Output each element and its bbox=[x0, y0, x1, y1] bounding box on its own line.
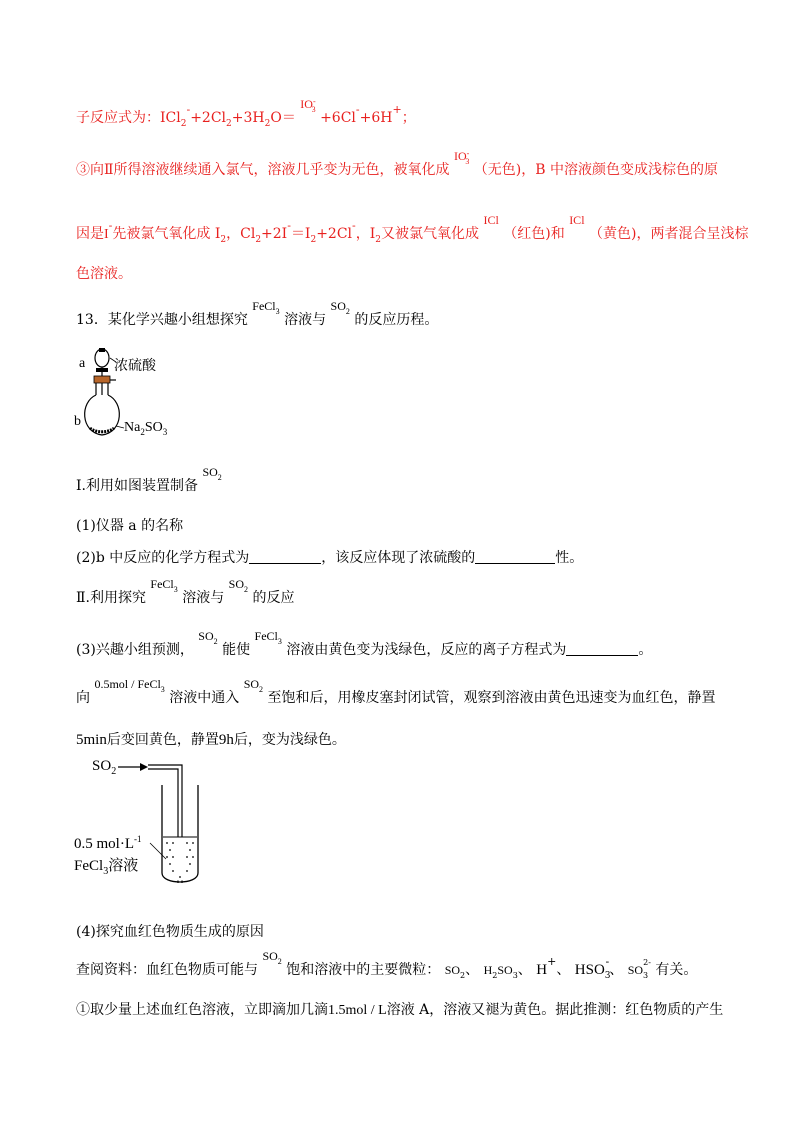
text: - bbox=[186, 103, 191, 116]
formula-so2: SO bbox=[243, 677, 260, 691]
text: 后变回黄色，静置 bbox=[106, 732, 219, 748]
text: +2I bbox=[261, 226, 288, 242]
text: SO bbox=[92, 758, 112, 774]
text: 又被氯气氧化成 bbox=[381, 226, 480, 242]
text: Ⅱ.利用探究 bbox=[76, 590, 146, 606]
formula-fecl3-conc: 0.5mol / FeCl bbox=[94, 677, 161, 691]
label-a: a bbox=[79, 356, 86, 371]
question-4 bbox=[76, 922, 264, 942]
formula-so2: SO bbox=[262, 949, 278, 963]
text: 9h bbox=[218, 732, 234, 748]
text: 因是 bbox=[76, 226, 104, 242]
text: 0.5 mol·L bbox=[74, 836, 134, 852]
text: - bbox=[355, 103, 360, 116]
text: （无色)，B 中溶液颜色变成浅棕色的原 bbox=[473, 162, 718, 178]
text: + bbox=[547, 955, 557, 968]
text: - bbox=[287, 219, 291, 232]
text: 溶液与 bbox=[284, 312, 327, 328]
text: 的反应 bbox=[252, 590, 295, 606]
text: 查阅资料：血红色物质可能与 bbox=[76, 962, 258, 978]
text: +6Cl bbox=[320, 110, 356, 126]
text: (4)探究血红色物质生成的原因 bbox=[76, 924, 264, 940]
text: (1)仪器 a 的名称 bbox=[76, 518, 184, 534]
text: 。 bbox=[638, 642, 653, 658]
text: +6H bbox=[359, 110, 393, 126]
text: ③向Ⅱ所得溶液继续通入氯气，溶液几乎变为无色，被氧化成 bbox=[76, 162, 450, 178]
answer-blank[interactable] bbox=[475, 549, 555, 564]
part-1-heading: Ⅰ.利用如图装置制备 $SO^2$ bbox=[76, 465, 222, 494]
text: 向 bbox=[76, 690, 90, 706]
formula-fecl3: FeCl bbox=[252, 299, 276, 313]
reaction-line-3: 因是I-先被氯气氧化成 $I_2$，$Cl_2+2I^-=I_2+2Cl^-$，$I_2$又被氯气氧化成 ICl （红色)和 ICl （黄色)，两者混合呈浅棕 bbox=[76, 213, 749, 245]
step-1 bbox=[76, 1000, 723, 1021]
text: 至饱和后，用橡皮塞封闭试管，观察到溶液由黄色迅速变为血红色，静置 bbox=[267, 690, 716, 706]
text: （红色)和 bbox=[503, 226, 565, 242]
text: +2Cl bbox=[190, 110, 227, 126]
formula-fecl3: FeCl bbox=[254, 629, 278, 643]
question-1 bbox=[76, 516, 183, 536]
label-concentration bbox=[74, 834, 142, 853]
text: 溶液 bbox=[108, 856, 139, 874]
text: (2)b 中反应的化学方程式为 bbox=[76, 550, 250, 566]
text: +2Cl bbox=[316, 226, 353, 242]
formula-so2: SO bbox=[198, 629, 214, 643]
formula-io3: IO bbox=[300, 97, 313, 111]
reaction-line-2: ③向Ⅱ所得溶液继续通入氯气，溶液几乎变为无色，被氧化成 $IO^{-3}$ （无色)，B 中溶液颜色变成浅棕色的原 bbox=[76, 149, 718, 178]
text: ＝I bbox=[290, 226, 311, 242]
formula-icl2: ICl bbox=[483, 213, 499, 227]
text: 色溶液。 bbox=[76, 266, 132, 282]
text: ，I bbox=[355, 226, 376, 242]
experiment-description: 向 0.5mol / FeCl$^3$ 溶液中通入 $SO^2$ 至饱和后，用橡皮塞封闭试管，观察到溶液由黄色迅速变为血红色，静置 bbox=[76, 677, 716, 706]
reaction-line-4 bbox=[76, 264, 132, 284]
text: I bbox=[104, 227, 109, 242]
text: 溶液 A，溶液又褪为黄色。据此推测：红色物质的产生 bbox=[386, 1002, 724, 1018]
text: 先被氯气氧化成 I bbox=[112, 226, 221, 242]
text: 溶液中通入 bbox=[169, 690, 240, 706]
text: 有关。 bbox=[655, 962, 698, 978]
text: +3H bbox=[231, 110, 265, 126]
formula-io3: IO bbox=[453, 149, 467, 163]
answer-blank[interactable] bbox=[249, 549, 321, 564]
text: 性。 bbox=[555, 550, 584, 566]
answer-blank[interactable] bbox=[566, 641, 638, 656]
label-b: b bbox=[74, 414, 81, 429]
label-so2-inlet: $SO_2$ bbox=[92, 758, 117, 777]
text: FeCl bbox=[74, 858, 104, 874]
label-na2so3: $Na_2SO_3$ bbox=[124, 420, 168, 437]
formula-so2: SO bbox=[444, 963, 461, 977]
text: ①取少量上述血红色溶液，立即滴加几滴 bbox=[76, 1002, 328, 1018]
formula-fecl3: FeCl bbox=[150, 577, 174, 591]
text: - bbox=[352, 219, 356, 232]
text: O＝ bbox=[270, 110, 296, 126]
text: + bbox=[392, 103, 402, 116]
label-fecl3-solution: FeCl$_3$溶液 bbox=[74, 856, 139, 877]
text: 溶液由黄色变为浅绿色，反应的离子方程式为 bbox=[286, 642, 567, 658]
question-2 bbox=[76, 548, 583, 568]
text: (3)兴趣小组预测， bbox=[76, 642, 194, 658]
formula-h-plus: H bbox=[536, 962, 548, 978]
reference-info: 查阅资料：血红色物质可能与 $SO^2$ 饱和溶液中的主要微粒： $SO_2$、 $H_2SO_3$、 H+、 $HSO_3^-$、 $SO_3^{2-}$ 有关。 bbox=[76, 949, 698, 981]
text: 饱和溶液中的主要微粒： bbox=[286, 962, 441, 978]
formula-so2: SO bbox=[202, 465, 218, 479]
text: Ⅰ.利用如图装置制备 bbox=[76, 478, 198, 494]
formula-concentration: 1.5mol / L bbox=[328, 1003, 387, 1018]
text: ，该反应体现了浓硫酸的 bbox=[321, 550, 476, 566]
text: 子反应式为：ICl bbox=[76, 110, 181, 126]
text: 5min bbox=[76, 732, 107, 748]
text: 能使 bbox=[222, 642, 251, 658]
question-3: (3)兴趣小组预测， $SO^2$ 能使 FeCl$^3$ 溶液由黄色变为浅绿色，反应的离子方程式为 。 bbox=[76, 629, 653, 658]
label-conc-sulfuric-acid: 浓硫酸 bbox=[114, 358, 156, 374]
text: -1 bbox=[134, 834, 142, 844]
formula-so2: SO bbox=[330, 299, 346, 313]
text: - bbox=[108, 219, 113, 232]
part-2-heading: Ⅱ.利用探究 FeCl$^3$ 溶液与 $SO^2$ 的反应 bbox=[76, 577, 295, 606]
formula-so3: SO bbox=[627, 963, 644, 977]
question-13-title: 13．某化学兴趣小组想探究 FeCl$^3$ 溶液与 $SO^2$ 的反应历程。 bbox=[76, 299, 439, 328]
text: SO bbox=[497, 963, 513, 977]
formula-hso3: HSO bbox=[574, 962, 605, 978]
text: ，Cl bbox=[226, 226, 256, 242]
text: 的反应历程。 bbox=[354, 312, 439, 328]
text: （黄色)，两者混合呈浅棕 bbox=[588, 226, 749, 242]
text: 溶液与 bbox=[182, 590, 225, 606]
text: SO bbox=[144, 420, 163, 435]
text: Na bbox=[124, 420, 141, 435]
text: 13．某化学兴趣小组想探究 bbox=[76, 312, 248, 328]
formula-icl4: ICl bbox=[569, 213, 585, 227]
text: ； bbox=[401, 110, 416, 126]
experiment-description-2 bbox=[76, 730, 346, 750]
formula-h2so3: H bbox=[483, 963, 493, 977]
formula-so2: SO bbox=[228, 577, 245, 591]
text: 后，变为浅绿色。 bbox=[233, 732, 346, 748]
reaction-line-1: 子反应式为：$ICl_2^-+2Cl_2+3H_2O= IO^{-3} +6Cl^-+6H^+$； bbox=[76, 97, 416, 129]
